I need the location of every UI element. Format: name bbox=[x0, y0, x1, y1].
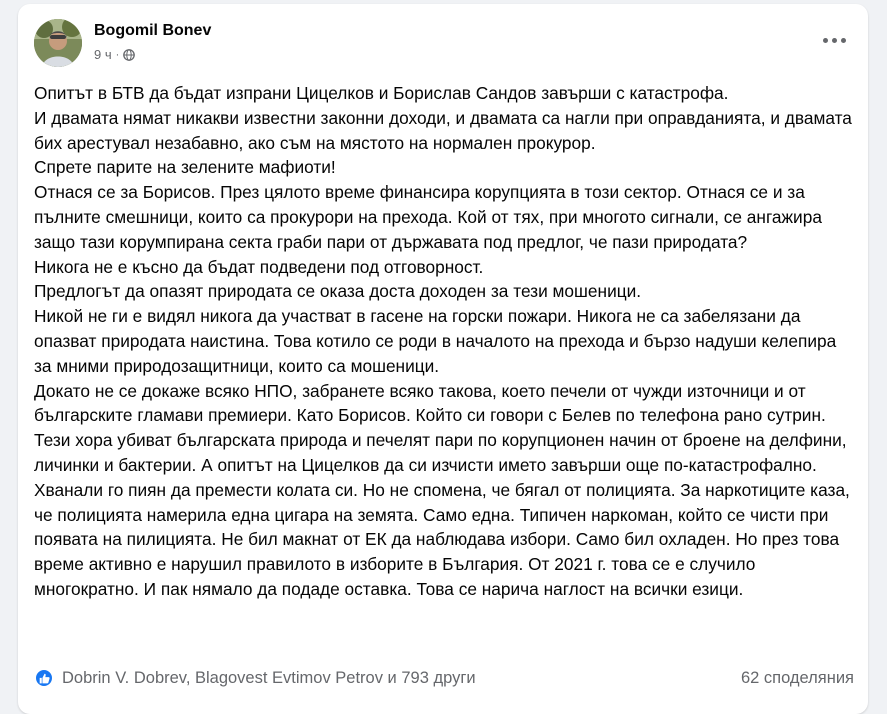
meta-separator: · bbox=[115, 49, 120, 61]
post-paragraph: Никога не е късно да бъдат подведени под отговорност. bbox=[34, 256, 484, 277]
post-paragraph: Предлогът да опазят природата се оказа доста доходен за тези мошеници. bbox=[34, 281, 642, 302]
shares-count[interactable]: 62 споделяния bbox=[740, 668, 854, 687]
post-time[interactable]: 9 ч bbox=[94, 47, 112, 62]
author-avatar[interactable] bbox=[34, 19, 82, 67]
post-paragraph: Спрете парите на зелените мафиоти! bbox=[34, 157, 336, 178]
post-paragraph: И двамата нямат никакви известни законни доходи, и двамата са нагли при оправданията, и двамата бих арестувал незабавно, ако съм на мястото на нормален прокурор. bbox=[34, 107, 852, 153]
more-dot-icon bbox=[841, 38, 846, 43]
post-paragraph: Никой не ги е видял никога да участват в гасене на горски пожари. Никога не са забелязани да опазват природата наистина. Това котило се роди в началото на прехода и бързо надуши келепира за мними природозащитници, които са мошеници. bbox=[34, 306, 837, 376]
post-text bbox=[34, 81, 854, 602]
post-footer bbox=[34, 664, 854, 692]
globe-icon[interactable] bbox=[123, 49, 135, 61]
more-options-button[interactable] bbox=[816, 22, 852, 58]
reaction-icons[interactable] bbox=[34, 668, 54, 688]
author-block bbox=[94, 20, 211, 64]
reactions-summary[interactable]: Dobrin V. Dobrev, Blagovest Evtimov Petrov и 793 други bbox=[62, 668, 476, 687]
post-card bbox=[18, 4, 868, 714]
post-paragraph: Докато не се докаже всяко НПО, забранете всяко такова, което печели от чужди източници и от българските гламави премиери. Като Борисов. Който си говори с Белев по телефона рано сутрин. Тези хора убиват българската природа и печелят пари по корупционен начин от броене на делфини, личинки и бактерии. А опитът на Цицелков да си изчисти името завърши още по-катастрофално. Хванали го пиян да премести колата си. Но не спомена, че бягал от полицията. За наркотиците каза, че полицията намерила една цигара на земята. Само една. Типичен наркоман, който се чисти при появата на пилицията. Не бил макнат от ЕК да наблюдава избори. Само бил охладен. Но през това време активно е нарушил правилото в изборите в България. От 2021 г. това се е случило многократно. И пак нямало да подаде оставка. Това се нарича наглост на всички езици. bbox=[34, 380, 850, 599]
post-paragraph: Опитът в БТВ да бъдат изпрани Цицелков и Борислав Сандов завърши с катастрофа. bbox=[34, 83, 729, 103]
more-dot-icon bbox=[823, 38, 828, 43]
post-paragraph: Отнася се за Борисов. През цялото време финансира корупцията в този сектор. Отнася се и за пълните смешници, които са прокурори на прехода. Кой от тях, при многото сигнали, се ангажира защо тази корумпирана секта граби пари от държавата под предлог, че пази природата? bbox=[34, 182, 822, 252]
more-dot-icon bbox=[832, 38, 837, 43]
post-meta bbox=[94, 46, 211, 64]
like-icon bbox=[34, 668, 54, 688]
author-name[interactable]: Bogomil Bonev bbox=[94, 22, 212, 39]
post-header bbox=[34, 16, 856, 74]
